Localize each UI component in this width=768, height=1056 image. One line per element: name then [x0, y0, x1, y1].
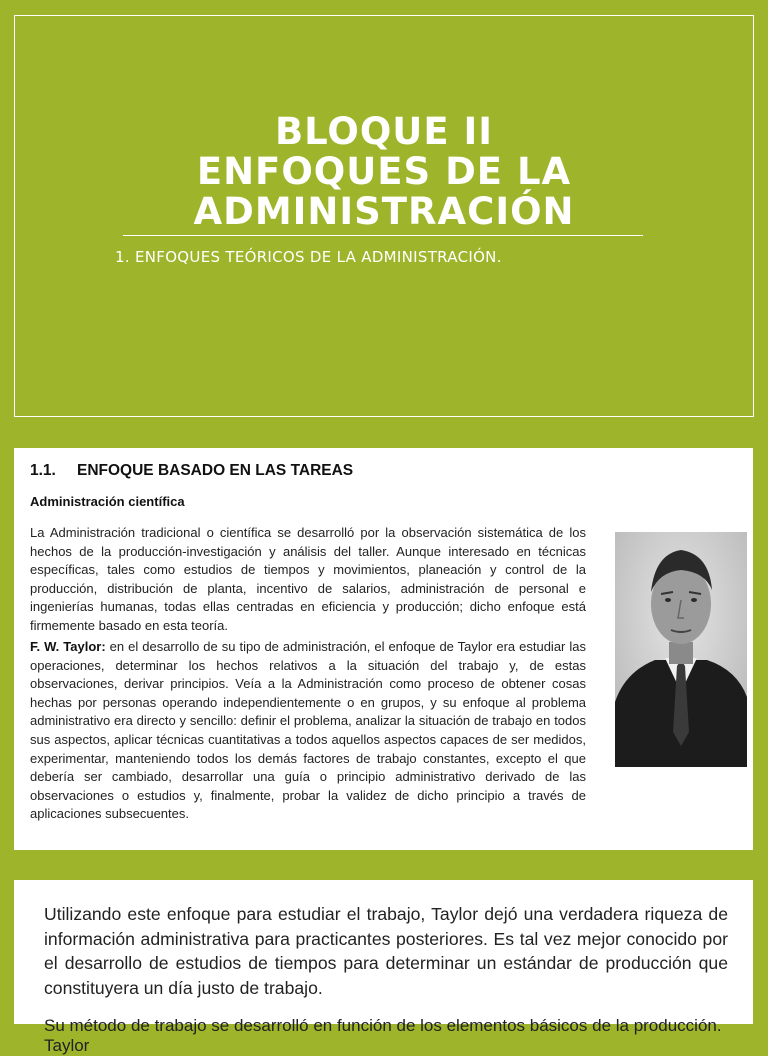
title-divider — [123, 235, 643, 236]
textbook-scan-taylor — [14, 448, 753, 850]
paragraph-scientific-administration: La Administración tradicional o científica se desarrolló por la observación sistemática de los hechos de la producción-investigación y análisis del taller. Aunque interesado en técnicas específicas, tales como estudios de tiempos y movimientos, planeación y control de la producción, distribución de planta, incentivo de salarios, administración de personal e ingenierías humanas, todas ellas centradas en eficiencia y producción; dicho enfoque está firmemente basado en esta teoría. — [30, 525, 586, 633]
slide-subtitle: 1. ENFOQUES TEÓRICOS DE LA ADMINISTRACIÓN. — [115, 248, 502, 266]
textbook-scan-continued — [14, 880, 753, 1055]
section-heading — [30, 462, 353, 480]
paragraph-taylor — [30, 638, 586, 824]
title-line-3: ADMINISTRACIÓN — [193, 190, 575, 233]
portrait-illustration — [615, 532, 747, 767]
paragraph-time-studies: Utilizando este enfoque para estudiar el trabajo, Taylor dejó una verdadera riqueza de información administrativa para practicantes posteriores. Es tal vez mejor conocido por el desarrollo de estudios de tiempos para determinar un estándar de producción que constituyera un día justo de trabajo. — [44, 904, 728, 998]
taylor-lead: F. W. Taylor: — [30, 639, 106, 654]
taylor-body: en el desarrollo de su tipo de administración, el enfoque de Taylor era estudiar las operaciones, determinar los hechos relativos a la situación del trabajo y, de estas observaciones, derivar principios. Veía a la Administración como proceso de obtener cosas hechas por personas operando independientemente o en grupos, y su enfoque al problema administrativo era directo y sencillo: definir el problema, analizar la situación de trabajo en todos sus aspectos, aplicar técnicas cuantitativas a todos aquellos aspectos capaces de ser medidos, experimentar, manteniendo todos los demás factores de trabajo constantes, excepto el que debería ser cambiado, desarrollar una guía o principio administrativo derivado de las observaciones o estudios y, finalmente, probar la validez de dicho principio a través de aplicaciones subsecuentes. — [30, 639, 586, 822]
title-line-2: ENFOQUES DE LA — [196, 150, 572, 193]
slide-title — [15, 112, 753, 232]
taylor-portrait-photo — [615, 532, 747, 767]
section-title: ENFOQUE BASADO EN LAS TAREAS — [77, 462, 354, 479]
paragraph-cutoff: Su método de trabajo se desarrolló en función de los elementos básicos de la producción. Taylor — [44, 1016, 722, 1055]
section-number: 1.1. — [30, 462, 56, 479]
subheading: Administración científica — [30, 494, 185, 509]
title-slide — [14, 15, 754, 417]
title-line-1: BLOQUE II — [274, 110, 494, 153]
